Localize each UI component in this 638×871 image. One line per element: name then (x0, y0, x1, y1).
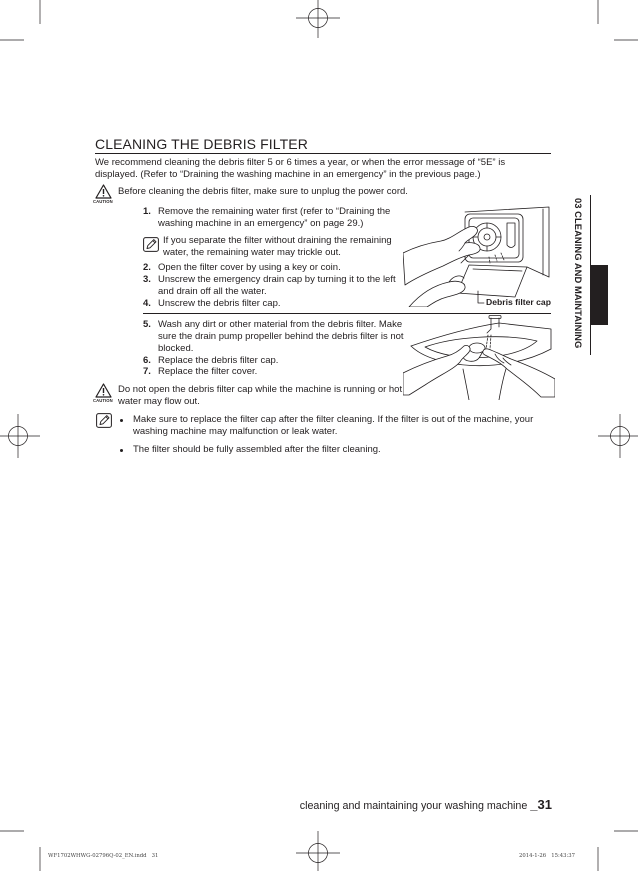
note-block-1 (143, 237, 159, 256)
section-divider (143, 313, 551, 314)
figure-wash-debris-filter (403, 315, 555, 400)
page-footer (250, 797, 552, 814)
slug-file-name: WF1702WHWG-02796Q-02_EN.indd 31 (48, 853, 159, 859)
step-text: Unscrew the debris filter cap. (158, 298, 281, 309)
step-4 (143, 298, 406, 310)
registration-mark-right (598, 414, 638, 458)
caution-triangle-icon (95, 184, 112, 199)
bullet-icon (120, 419, 123, 422)
step-2 (143, 262, 406, 274)
step-number: 4. (143, 298, 151, 309)
note-item-text: The filter should be fully assembled after the filter cleaning. (133, 444, 381, 455)
list-item (118, 444, 548, 456)
bullet-icon (120, 449, 123, 452)
crop-mark-bottom-right (598, 831, 638, 871)
step-7 (143, 366, 414, 378)
step-5 (143, 319, 414, 356)
note-block-2 (96, 413, 112, 433)
step-number: 5. (143, 319, 151, 330)
caution-text-1: Before cleaning the debris filter, make sure to unplug the power cord. (118, 186, 408, 197)
caution-triangle-icon (95, 383, 112, 398)
step-number: 2. (143, 262, 151, 273)
figure-leader-line (478, 291, 484, 303)
step-number: 3. (143, 274, 151, 285)
list-item (118, 414, 548, 438)
registration-mark-left (0, 414, 40, 458)
crop-mark-top-right (598, 0, 638, 40)
side-tab-marker (590, 265, 608, 325)
note-pencil-icon (96, 413, 112, 428)
section-title: CLEANING THE DEBRIS FILTER (95, 136, 308, 152)
crop-mark-bottom-left (0, 831, 40, 871)
caution-label: CAUTION (93, 199, 113, 204)
caution-text-2: Do not open the debris filter cap while the machine is running or hot water may flow out. (118, 384, 403, 408)
step-text: Replace the filter cover. (158, 366, 258, 377)
figure-label-debris-filter-cap: Debris filter cap (486, 297, 551, 307)
step-3 (143, 274, 406, 298)
crop-mark-top-left (0, 0, 40, 40)
page-number: _31 (530, 797, 552, 812)
step-1 (143, 206, 406, 230)
chapter-side-tab: 03 CLEANING AND MAINTAINING (573, 198, 584, 349)
title-underline (95, 153, 551, 154)
caution-label: CAUTION (93, 398, 113, 403)
registration-mark-bottom (296, 831, 340, 871)
registration-mark-top (296, 0, 340, 38)
step-text: Replace the debris filter cap. (158, 355, 279, 366)
step-text: Open the filter cover by using a key or coin. (158, 262, 341, 273)
step-number: 1. (143, 206, 151, 217)
intro-paragraph: We recommend cleaning the debris filter 5 or 6 times a year, or when the error message of “5E” is displayed. (Refer to “Draining the washing machine in an emergency” in the previous page.) (95, 157, 506, 181)
step-text: Unscrew the emergency drain cap by turning it to the left and drain off all the water. (158, 274, 396, 298)
note-item-text: Make sure to replace the filter cap after the filter cleaning. If the filter is out of the machine, your washing machine may malfunction or leak water. (133, 414, 534, 438)
footer-chapter-text: cleaning and maintaining your washing machine (299, 800, 528, 812)
note-text-1: If you separate the filter without draining the remaining water, the remaining water may trickle out. (163, 235, 392, 259)
slug-timestamp: 2014-1-26 15:43:37 (519, 853, 576, 859)
step-text: Remove the remaining water first (refer to “Draining the washing machine in an emergency” on page 29.) (158, 206, 391, 230)
step-number: 7. (143, 366, 151, 377)
step-text: Wash any dirt or other material from the debris filter. Make sure the drain pump propeller behind the debris filter is not blocked. (158, 319, 404, 355)
step-number: 6. (143, 355, 151, 366)
note-pencil-icon (143, 237, 159, 252)
figure-remove-debris-filter-cap (403, 203, 555, 307)
